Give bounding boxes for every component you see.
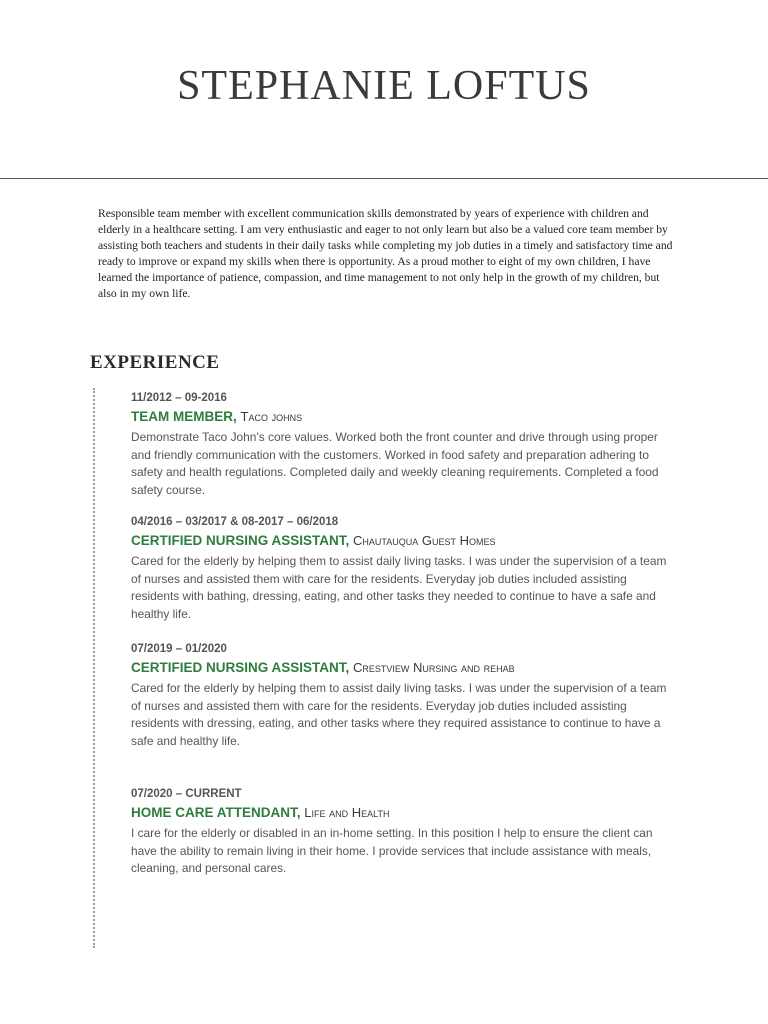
entry-role: CERTIFIED NURSING ASSISTANT,	[131, 660, 350, 675]
experience-entry-taco-johns	[131, 390, 676, 499]
experience-entry-chautauqua	[131, 514, 676, 623]
entry-description: Demonstrate Taco John’s core values. Worked both the front counter and drive through using proper and friendly communication with the customers. Worked in food safety and preparation adhering to safety and health regulations. Completed daily and weekly cleaning requirements. Completed a food safety course.	[131, 430, 659, 497]
entry-dates: 07/2020 – CURRENT	[131, 788, 242, 800]
entry-title-line	[131, 659, 676, 677]
experience-heading: EXPERIENCE	[90, 352, 220, 373]
entry-role: CERTIFIED NURSING ASSISTANT,	[131, 533, 350, 548]
entry-company: Chautauqua Guest Homes	[353, 533, 496, 548]
experience-entry-life-and-health	[131, 786, 676, 878]
header-divider	[0, 178, 768, 179]
summary-paragraph: Responsible team member with excellent communication skills demonstrated by years of experience with children and elderly in a healthcare setting. I am very enthusiastic and eager to not only learn but also be a valued core team member by assisting both teachers and students in their daily tasks while completing my job duties in a timely and satisfactory time and ready to improve or expand my skills when there is opportunity. As a proud mother to eight of my own children, I have learned the importance of patience, compassion, and time management to not only help in the growth of my children, but also in my own life.	[98, 207, 673, 300]
entry-role: HOME CARE ATTENDANT,	[131, 805, 301, 820]
entry-title-line	[131, 408, 676, 426]
experience-timeline-rule	[93, 388, 95, 948]
entry-description: Cared for the elderly by helping them to assist daily living tasks. I was under the supervision of a team of nurses and assisted them with care for the residents. Everyday job duties included assisting residents with dressing, eating, and other tasks where they required assistance to continue to have a safe and healthy life.	[131, 681, 667, 748]
entry-title-line	[131, 804, 676, 822]
entry-role: TEAM MEMBER,	[131, 409, 237, 424]
entry-company: Crestview Nursing and rehab	[353, 660, 515, 675]
resume-name: STEPHANIE LOFTUS	[177, 63, 591, 109]
entry-description: I care for the elderly or disabled in an in-home setting. In this position I help to ensure the client can have the ability to remain living in their home. I provide services that include assistance with meals, cleaning, and personal cares.	[131, 826, 653, 875]
entry-dates: 11/2012 – 09-2016	[131, 392, 227, 404]
entry-company: Life and Health	[304, 805, 390, 820]
entry-company: Taco johns	[240, 409, 303, 424]
entry-description: Cared for the elderly by helping them to assist daily living tasks. I was under the supervision of a team of nurses and assisted them with care for the residents. Everyday job duties included assisting residents with bathing, dressing, eating, and other tasks they needed to continue to have a safe and healthy life.	[131, 554, 667, 621]
entry-dates: 04/2016 – 03/2017 & 08-2017 – 06/2018	[131, 516, 339, 528]
entry-dates: 07/2019 – 01/2020	[131, 643, 227, 655]
experience-entry-crestview	[131, 641, 676, 750]
entry-title-line	[131, 532, 676, 550]
